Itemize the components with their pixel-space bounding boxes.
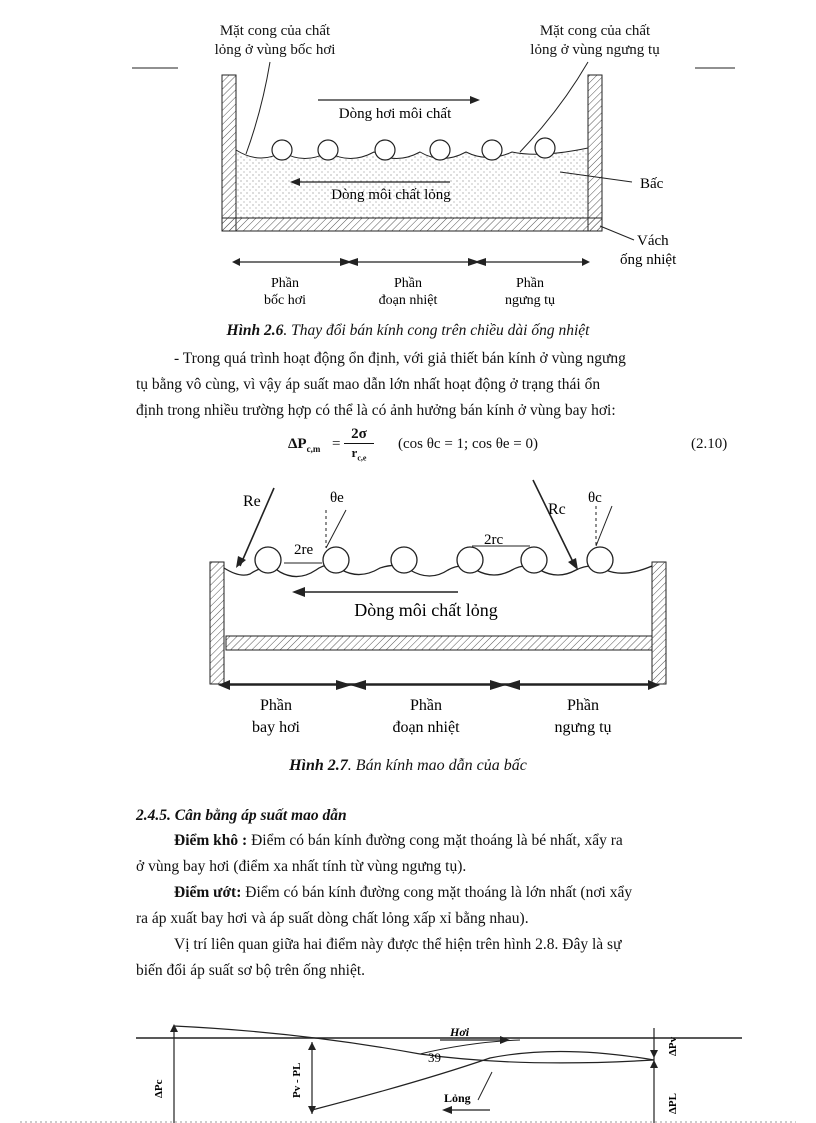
wet-point-line-1: Điểm ướt: Điểm có bán kính đường cong mặt thoáng là lớn nhất (nơi xẩy (174, 884, 633, 901)
fig27-2rc-label: 2rc (484, 532, 504, 548)
fig27-Re-label: Re (243, 493, 261, 510)
fig27-section-evap-2: bay hơi (251, 719, 301, 736)
fig27-section-evap-1: Phần (260, 697, 292, 714)
relation-line-1: Vị trí liên quan giữa hai điểm này được thể hiện trên hình 2.8. Đây là sự (174, 936, 622, 953)
fig28-vapor-label: Hơi (450, 1025, 470, 1039)
eq-equals: = (332, 436, 341, 452)
fig26-section-evap-1: Phần (271, 276, 299, 291)
fig26-caption: Hình 2.6. Thay đổi bán kính cong trên chiều dài ống nhiệt (226, 322, 590, 339)
wet-point-line-2: ra áp xuất bay hơi và áp suất dòng chất lỏng xấp xỉ bằng nhau). (136, 910, 529, 927)
fig27-section-cond-2: ngưng tụ (554, 719, 612, 736)
section-heading: 2.4.5. Cân bằng áp suất mao dẫn (136, 807, 347, 824)
fig26-wall-label-1: Vách (637, 233, 669, 249)
equation-2-10 (288, 426, 748, 466)
fig26-section-cond-1: Phần (516, 276, 544, 291)
fig28-dPl-label: ΔPL (667, 1093, 679, 1114)
fig26-section-adia-1: Phần (394, 276, 422, 291)
fig28-vapor-curve (174, 1026, 654, 1063)
fig26-leader-evap (246, 62, 270, 154)
fig26-section-arrows (232, 258, 590, 266)
fig27-Rc-label: Rc (548, 501, 566, 518)
eq-lhs: $\Delta P_{c,m}$ (288, 436, 321, 454)
fig27-theta-e-label: θe (330, 490, 344, 506)
fig27-section-adia-1: Phần (410, 697, 442, 714)
fig27-theta-c-label: θc (588, 490, 602, 506)
eq-denominator: $r_{c,e}$ (351, 445, 367, 463)
fig28-pvpl-label: Pv - PL (291, 1062, 303, 1098)
fig27-section-cond-1: Phần (567, 697, 599, 714)
fig26-leader-wall (600, 226, 634, 240)
fig26-bottom-wall (222, 218, 602, 231)
fig26-wick (236, 148, 588, 218)
fig28-liquid-curve (312, 1051, 654, 1110)
fig27-diagram (0, 470, 816, 760)
dry-point-line-1: Điểm khô : Điểm có bán kính đường cong mặt thoáng là bé nhất, xẩy ra (174, 832, 623, 849)
fig26-wick-label: Bấc (640, 176, 664, 192)
fig26-section-evap-2: bốc hơi (263, 293, 307, 308)
fig27-section-adia-2: đoạn nhiệt (392, 719, 460, 736)
fig26-right-wall (588, 75, 602, 231)
fig27-wick-surface (224, 565, 652, 577)
fig26-liquid-label: Dòng môi chất lỏng (331, 187, 451, 203)
fig27-left-wall (210, 562, 224, 684)
dry-point-line-2: ở vùng bay hơi (điểm xa nhất tính từ vùng ngưng tụ). (136, 858, 467, 875)
fig27-bottom-wall (226, 636, 652, 650)
fig27-liquid-label: Dòng môi chất lỏng (354, 600, 498, 620)
fig28-dPv-label: ΔPv (667, 1036, 679, 1056)
fig26-section-cond-2: ngưng tụ (505, 293, 555, 308)
fig28-diagram (0, 1010, 816, 1123)
fig26-wall-label-2: ống nhiệt (620, 252, 677, 268)
fig28-dPc-label: ΔPc (153, 1079, 165, 1098)
relation-line-2: biến đổi áp suất sơ bộ trên ống nhiệt. (136, 962, 366, 979)
fig28-39-label: 39 (428, 1050, 441, 1065)
fig26-leader-cond (520, 62, 588, 152)
fig27-section-arrows (218, 680, 660, 690)
fig27-caption: Hình 2.7. Bán kính mao dẫn của bấc (289, 757, 527, 774)
paragraph-1: - Trong quá trình hoạt động ổn định, với giả thiết bán kính ở vùng ngưng tụ bằng vô cùng, vì vậy áp suất mao dẫn lớn nhất hoạt động ở trạng thái ổn định trong nhiều trường hợp có thể là có ảnh hưởng bán kính ở vùng bay hơi: (136, 350, 626, 419)
fig26-vapor-label: Dòng hơi môi chất (338, 106, 452, 122)
fig28-liquid-label: Lỏng (444, 1091, 471, 1105)
fig26-section-adia-2: đoạn nhiệt (378, 293, 438, 308)
eq-number: (2.10) (691, 436, 728, 452)
fig27-right-wall (652, 562, 666, 684)
fig26-diagram (0, 0, 816, 330)
fig26-label-meniscus-cond: Mặt cong của chất lỏng ở vùng ngưng tụ (530, 23, 660, 58)
fig26-left-wall (222, 75, 236, 231)
fig26-label-meniscus-evap: Mặt cong của chất lỏng ở vùng bốc hơi (214, 23, 336, 58)
section-body (136, 828, 738, 984)
fig27-2re-label: 2re (294, 542, 314, 558)
eq-condition: (cos θc = 1; cos θe = 0) (398, 436, 539, 452)
eq-numerator: 2σ (344, 426, 374, 444)
